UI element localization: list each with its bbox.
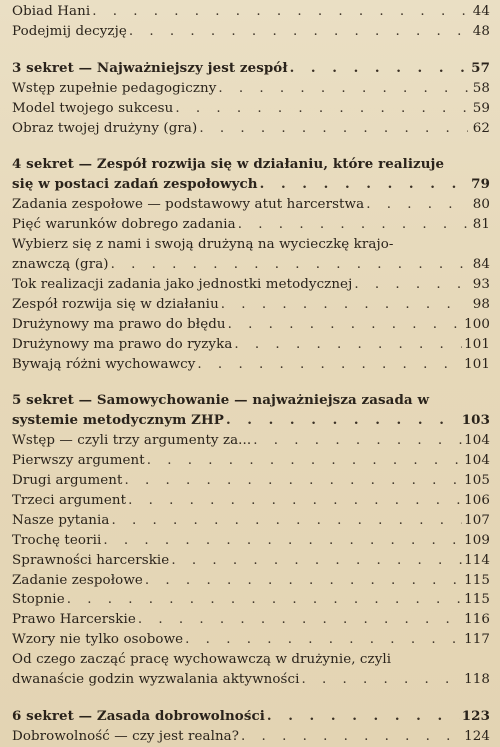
dot-leader [112,511,463,531]
dot-leader [128,491,462,511]
toc-entry [12,511,490,531]
toc-entry-title-line1: Od czego zacząć pracę wychowawczą w drużynie, czyli [12,652,392,668]
dot-leader [221,295,468,315]
toc-chapter-heading [12,391,490,431]
toc-entry-title-line1: 4 sekret — Zespół rozwija się w działaniu, które realizuje [12,156,445,173]
toc-entry-title: Drugi argument [12,473,123,489]
toc-entry-title: Obiad Hani [12,4,91,19]
toc-chapter-heading [12,155,490,195]
toc-entry [12,491,490,511]
toc-entry [12,471,490,491]
toc-chapter-heading [12,707,490,727]
dot-leader [185,630,462,650]
toc-entry-page: 100 [464,316,490,332]
toc-entry-page: 81 [472,217,490,233]
dot-leader [253,431,462,451]
toc-entry-page: 101 [464,336,490,352]
toc-entry-page: 62 [472,120,490,136]
toc-entry [12,215,490,235]
toc-entry-page: 105 [464,473,490,489]
toc-entry [12,630,490,650]
toc-entry-title: Drużynowy ma prawo do ryzyka [12,336,233,352]
toc-entry [12,355,490,375]
toc-entry-title: Zadania zespołowe — podstawowy atut harcerstwa [12,197,365,213]
toc-entry-title: Zespół rozwija się w działaniu [12,296,219,312]
toc-entry-page: 79 [471,176,490,193]
toc-entry-page: 80 [472,197,490,213]
toc-entry-page: 117 [464,632,490,648]
toc-entry-page: 109 [464,532,490,548]
toc-entry [12,295,490,315]
toc-entry [12,99,490,119]
toc-entry-page: 115 [464,572,490,588]
dot-leader [147,451,462,471]
toc-entry [12,610,490,630]
toc-entry-title: Podejmij decyzję [12,23,127,39]
toc-entry-page: 123 [461,708,490,724]
toc-entry-title: Wstęp zupełnie pedagogiczny [12,80,217,96]
toc-entry-title-line1: Wybierz się z nami i swoją drużyną na wycieczkę krajo- [12,237,394,253]
dot-leader [226,411,460,431]
dot-leader [67,590,462,610]
toc-entry-page: 44 [472,4,490,19]
toc-entry-page: 104 [464,453,490,469]
toc-entry-title: Sprawności harcerskie [12,552,170,568]
toc-entry [12,22,490,42]
dot-leader [260,175,468,195]
dot-leader [218,79,468,99]
toc-entry-title: Zadanie zespołowe [12,572,143,588]
toc-entry [12,531,490,551]
dot-leader [238,215,468,235]
dot-leader [228,315,462,335]
toc-entry-title: Dobrowolność — czy jest realna? [12,728,240,744]
toc-entry [12,79,490,99]
toc-entry-title: Nasze pytania [12,512,110,528]
toc-entry-page: 118 [464,672,490,688]
table-of-contents [12,2,490,747]
toc-entry-page: 114 [464,552,490,568]
toc-entry-page: 57 [471,59,490,76]
toc-entry-title-line2: znawczą (gra) [12,256,109,272]
dot-leader [301,670,462,690]
dot-leader [234,335,462,355]
dot-leader [171,551,462,571]
toc-entry-title: Trzeci argument [12,492,127,508]
toc-entry-title: Model twojego sukcesu [12,100,174,116]
toc-entry-title-line2: się w postaci zadań zespołowych [12,176,258,193]
toc-entry-page: 115 [464,592,490,608]
toc-entry-title-line1: 5 sekret — Samowychowanie — najważniejsza zasada w [12,392,430,409]
toc-entry [12,119,490,139]
toc-entry-title-line2: systemie metodycznym ZHP [12,412,224,429]
toc-entry [12,551,490,571]
toc-entry-title: Stopnie [12,592,65,608]
toc-entry-title: Trochę teorii [12,532,102,548]
toc-entry-title: Wzory nie tylko osobowe [12,632,184,648]
toc-entry-title: Pięć warunków dobrego zadania [12,217,236,233]
dot-leader [111,255,468,275]
toc-entry [12,451,490,471]
toc-entry-page: 101 [464,356,490,372]
toc-entry-title: 6 sekret — Zasada dobrowolności [12,708,265,724]
toc-entry [12,235,490,275]
dot-leader [290,59,468,79]
dot-leader [92,2,468,22]
toc-entry-title: Prawo Harcerskie [12,612,136,628]
toc-entry-page: 116 [464,612,490,628]
toc-entry-title-line2: dwanaście godzin wyzwalania aktywności [12,672,300,688]
toc-entry-title: Pierwszy argument [12,453,145,469]
toc-entry-page: 106 [464,492,490,508]
toc-entry-page: 124 [464,728,490,744]
toc-entry-page: 59 [472,100,490,116]
dot-leader [366,195,468,215]
toc-chapter-heading [12,59,490,79]
dot-leader [267,707,460,727]
dot-leader [241,727,462,747]
toc-entry-page: 103 [461,412,490,429]
toc-entry-page: 48 [472,23,490,39]
toc-entry [12,195,490,215]
toc-entry-title: Wstęp — czyli trzy argumenty za... [12,433,252,449]
dot-leader [129,22,468,42]
toc-entry [12,571,490,591]
toc-entry-page: 104 [464,433,490,449]
dot-leader [138,610,462,630]
toc-entry [12,727,490,747]
toc-entry-page: 98 [472,296,490,312]
toc-entry-title: Obraz twojej drużyny (gra) [12,120,198,136]
toc-entry-title: Tok realizacji zadania jako jednostki metodycznej [12,276,353,292]
dot-leader [199,119,468,139]
dot-leader [175,99,468,119]
toc-entry [12,431,490,451]
toc-entry-title: Bywają różni wychowawcy [12,356,196,372]
toc-entry-title: 3 sekret — Najważniejszy jest zespół [12,59,288,76]
toc-entry [12,275,490,295]
dot-leader [103,531,462,551]
toc-entry [12,335,490,355]
toc-entry-page: 107 [464,512,490,528]
toc-entry-title: Drużynowy ma prawo do błędu [12,316,226,332]
toc-entry [12,650,490,690]
toc-entry-page: 84 [472,256,490,272]
toc-entry [12,2,490,22]
toc-entry-page: 93 [472,276,490,292]
dot-leader [197,355,462,375]
dot-leader [124,471,462,491]
dot-leader [354,275,468,295]
toc-entry-page: 58 [472,80,490,96]
dot-leader [145,571,462,591]
toc-entry [12,315,490,335]
toc-entry [12,590,490,610]
